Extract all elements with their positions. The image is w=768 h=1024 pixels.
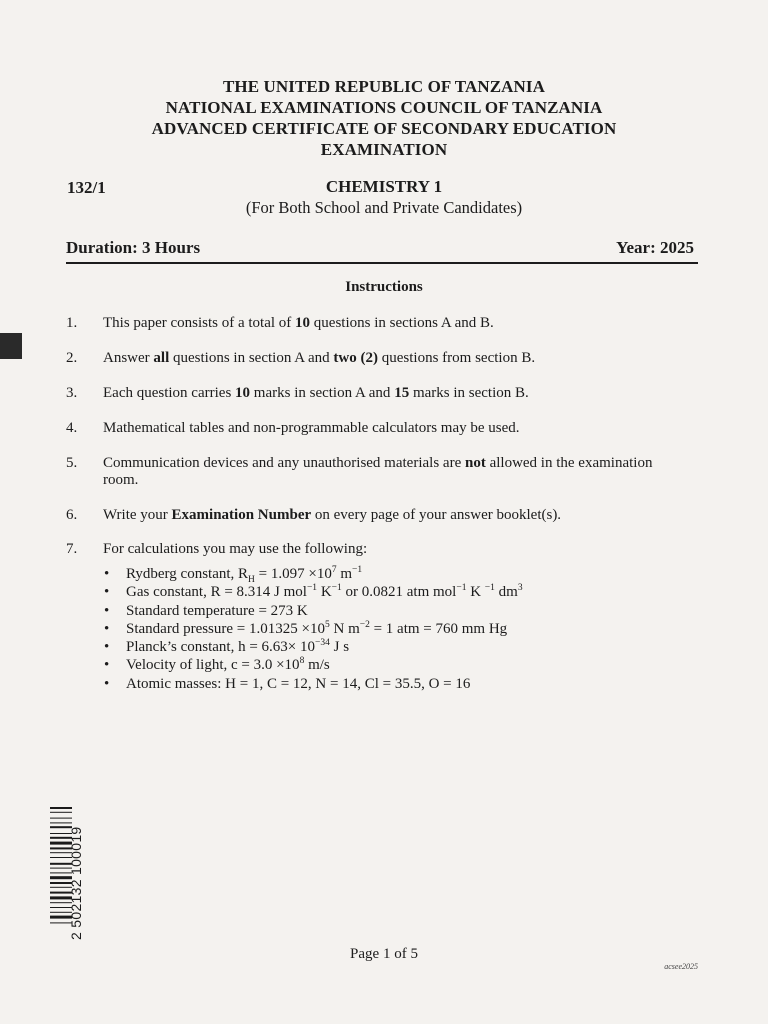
constant-light: • Velocity of light, $c = 3.0 \times 10^8$ m/s [104,656,330,674]
candidates-note: (For Both School and Private Candidates) [245,198,523,217]
year: Year: 2025 [616,238,694,257]
header-line-council: NATIONAL EXAMINATIONS COUNCIL OF TANZANIA [165,98,603,117]
constants-list [103,565,663,693]
bullet-icon: • [104,620,110,637]
instruction-number: 4. [66,420,78,436]
constant-planck: • Planck’s constant, $h = 6.63\times 10^{-34}$ J s [104,638,350,656]
bullet-icon: • [104,566,110,582]
instruction-text: Each question carries 10 marks in section A and 15 marks in section B. [103,385,529,401]
constant-temperature: • Standard temperature = 273 K [104,602,308,619]
bullet-icon: • [104,657,110,674]
instruction-number: 7. [66,541,78,557]
page-number: Page 1 of 5 [350,946,418,962]
constant-gas: • Gas constant, R = 8.314 J mol$^{-1}$ $K^{-1}$ or 0.0821 atm mol$^{-1}$ K $^{-1}$ $dm^3$ [104,583,523,601]
subject-title: CHEMISTRY 1 [325,177,443,196]
constant-atomic-masses: • Atomic masses: H = 1, C = 12, N = 14, Cl = 35.5, O = 16 [104,675,471,692]
instruction-text: For calculations you may use the following: [103,541,368,557]
header-line-republic: THE UNITED REPUBLIC OF TANZANIA [222,77,546,96]
instruction-text: Mathematical tables and non-programmable calculators may be used. [103,420,520,436]
instruction-text: Communication devices and any unauthorised materials are not allowed in the examination room. [103,455,653,488]
instruction-number: 1. [66,315,78,331]
instruction-number: 6. [66,507,78,523]
bullet-icon: • [104,602,110,619]
instruction-number: 2. [66,350,78,366]
instruction-text: This paper consists of a total of 10 questions in sections A and B. [103,315,494,331]
header-line-certificate: ADVANCED CERTIFICATE OF SECONDARY EDUCATION [151,119,617,138]
instruction-number: 3. [66,385,78,401]
duration-row [66,238,698,264]
instruction-text: Write your Examination Number on every page of your answer booklet(s). [103,507,562,523]
paper-code: 132/1 [67,178,106,197]
constant-rydberg: • Rydberg constant, $R_H = 1.097 \times 10^7$ $m^{-1}$ [104,565,363,585]
scan-edge-mark [0,333,22,359]
exam-header [0,76,768,160]
instruction-number: 5. [66,455,78,471]
barcode-number: 2 502132 100019 [68,826,84,940]
bullet-icon: • [104,584,110,601]
bullet-icon: • [104,639,110,656]
constant-pressure: • Standard pressure = $1.01325 \times 10^5$ N $m^{-2} = 1$ atm = 760 mm Hg [104,619,508,637]
duration: Duration: 3 Hours [66,238,201,257]
footer-code: acsee2025 [664,962,698,971]
instruction-text: Answer all questions in section A and two (2) questions from section B. [103,350,536,366]
instructions-title: Instructions [345,279,423,295]
bullet-icon: • [104,675,110,692]
header-line-examination: EXAMINATION [320,140,448,159]
